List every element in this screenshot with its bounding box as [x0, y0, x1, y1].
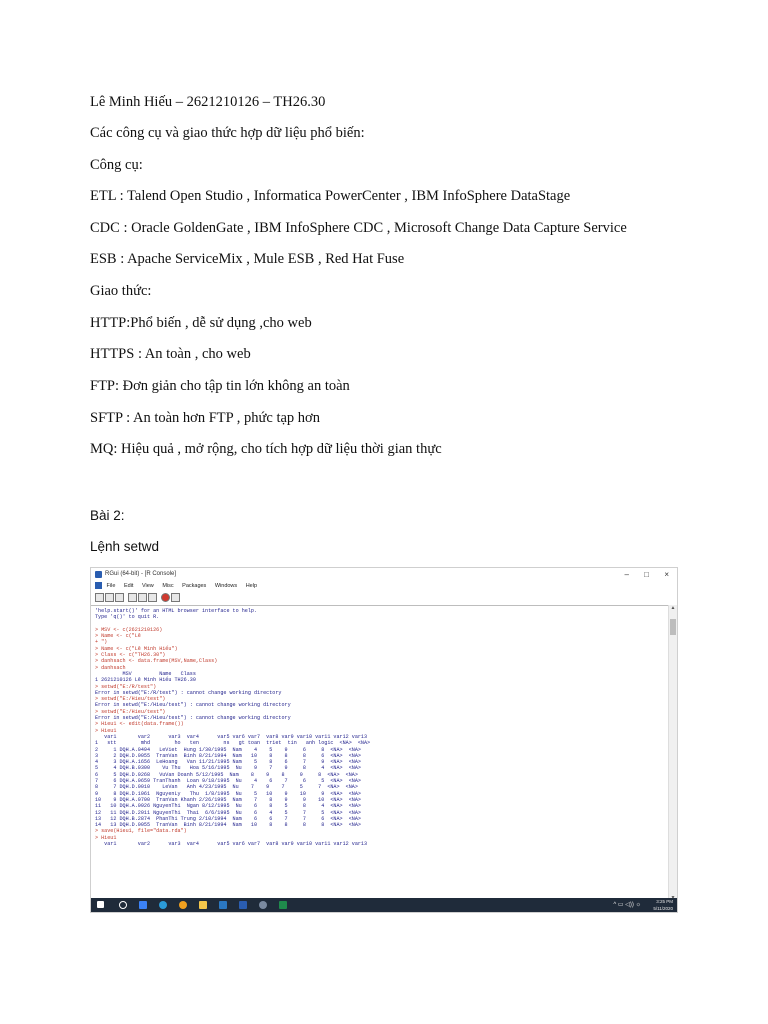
- heading-setwd: Lệnh setwd: [90, 539, 160, 554]
- maximize-button[interactable]: □: [644, 570, 649, 579]
- open-script-icon[interactable]: [95, 593, 104, 602]
- menu-misc[interactable]: Misc: [162, 583, 174, 589]
- console-line: + "): [95, 639, 108, 646]
- console-line: > Hieu1: [95, 727, 117, 734]
- console-line: > danhsach: [95, 664, 126, 671]
- vscode-icon[interactable]: [219, 901, 227, 909]
- clock-date: 5/11/2020: [653, 906, 673, 911]
- console-line: 4 3 DQH.A.1656 LeHoang Van 11/21/1995 Nam 5 8 6 7 9 <NA> <NA>: [95, 759, 361, 766]
- console-line: 7 6 DQH.A.0659 TranThanh Loan 9/18/1995 Nu 4 6 7 6 5 <NA> <NA>: [95, 778, 361, 785]
- menu-edit[interactable]: Edit: [123, 583, 134, 589]
- console-line: 12 11 DQH.D.2011 NguyenThi Thai 6/6/1995 Nu 6 4 5 7 5 <NA> <NA>: [95, 809, 361, 816]
- scroll-up-icon[interactable]: ▲: [670, 605, 676, 611]
- doc-line-6: ESB : Apache ServiceMix , Mule ESB , Red Hat Fuse: [90, 251, 405, 267]
- menu-help[interactable]: Help: [245, 583, 257, 589]
- load-workspace-icon[interactable]: [105, 593, 114, 602]
- console-line: 6 5 DQH.D.0268 VuVan Doanh 5/12/1995 Nam 8 9 8 9 8 <NA> <NA>: [95, 771, 358, 778]
- windows-taskbar: [91, 898, 677, 912]
- windows-start-icon[interactable]: [97, 901, 104, 908]
- console-line: 1 2621210126 Lê Minh Hiếu TH26.30: [95, 677, 196, 684]
- system-tray-icons[interactable]: ^ ▭ ◁)) ☼: [613, 902, 641, 908]
- stop-icon[interactable]: [161, 593, 170, 602]
- doc-line-4: ETL : Talend Open Studio , Informatica PowerCenter , IBM InfoSphere DataStage: [90, 188, 571, 204]
- console-line: Error in setwd("E:/Hieu/test") : cannot change working directory: [95, 715, 291, 722]
- rgui-menu-bar: [91, 581, 677, 592]
- save-workspace-icon[interactable]: [115, 593, 124, 602]
- excel-icon[interactable]: [279, 901, 287, 909]
- copy-icon[interactable]: [128, 593, 137, 602]
- doc-line-2: Các công cụ và giao thức hợp dữ liệu phổ biến:: [90, 125, 365, 141]
- close-button[interactable]: ×: [664, 570, 669, 579]
- console-line: Error in setwd("E:/Hieu/test") : cannot change working directory: [95, 702, 291, 709]
- doc-line-11: SFTP : An toàn hơn FTP , phức tạp hơn: [90, 410, 320, 426]
- console-scrollbar[interactable]: [668, 605, 677, 901]
- taskbar-clock[interactable]: [653, 898, 673, 912]
- console-line: var1 var2 var3 var4 var5 var6 var7 var8 var9 var10 var11 var12 var13: [95, 840, 368, 847]
- scrollbar-thumb[interactable]: [670, 619, 676, 635]
- console-line: > Hieu1 <- edit(data.frame()): [95, 721, 184, 728]
- rgui-title-bar: [91, 568, 677, 581]
- console-line: > save(Hieu1, file="data.rda"): [95, 828, 187, 835]
- rgui-screenshot: [90, 567, 678, 913]
- console-line: Type 'q()' to quit R.: [95, 614, 160, 621]
- console-line: > Hieu1: [95, 834, 117, 841]
- doc-line-5: CDC : Oracle GoldenGate , IBM InfoSphere CDC , Microsoft Change Data Capture Service: [90, 220, 627, 236]
- console-line: Error in setwd("E:/R/test") : cannot change working directory: [95, 689, 282, 696]
- chrome-icon[interactable]: [179, 901, 187, 909]
- minimize-button[interactable]: –: [624, 570, 629, 579]
- console-line: > Class <- c("TH26.30"): [95, 652, 166, 659]
- console-line: 1 stt mhd ho ten ns gt toan triet tin anh logic <NA> <NA>: [95, 740, 371, 747]
- console-line: MSV Name Class: [95, 670, 196, 677]
- search-icon[interactable]: [119, 901, 127, 909]
- task-view-icon[interactable]: [139, 901, 147, 909]
- heading-bai-2: Bài 2:: [90, 508, 125, 523]
- menu-windows[interactable]: Windows: [214, 583, 238, 589]
- r-logo-icon: [95, 571, 102, 578]
- menu-packages[interactable]: Packages: [182, 583, 207, 589]
- console-line: 3 2 DQH.D.0055 TranVan Binh 8/21/1994 Nam 10 8 8 8 6 <NA> <NA>: [95, 752, 361, 759]
- console-line: 'help.start()' for an HTML browser interface to help.: [95, 608, 258, 614]
- edge-browser-icon[interactable]: [159, 901, 167, 909]
- console-line: 2 1 DQH.A.0494 LeViet Hung 1/30/1995 Nam 4 5 9 6 8 <NA> <NA>: [95, 746, 361, 753]
- paste-icon[interactable]: [138, 593, 147, 602]
- console-line: 14 13 DQH.D.0055 TranVan Binh 8/21/1994 Nam 10 8 8 8 8 <NA> <NA>: [95, 822, 361, 829]
- console-line: > setwd("E:/R/test"): [95, 683, 157, 690]
- rgui-window-title: RGui (64-bit) - [R Console]: [105, 571, 177, 577]
- console-line: > Name <- c("Lê Minh Hiếu"): [95, 645, 178, 652]
- doc-line-3: Công cụ:: [90, 157, 143, 173]
- clock-time: 3:25 PM: [656, 899, 673, 904]
- console-line: 11 10 DQH.A.0926 NguyenThi Ngan 8/12/1995 Nu 6 8 5 8 4 <NA> <NA>: [95, 803, 361, 810]
- word-icon[interactable]: [239, 901, 247, 909]
- console-line: > MSV <- c(2621210126): [95, 626, 163, 633]
- console-line: > setwd("E:/Hieu/test"): [95, 696, 166, 703]
- doc-line-12: MQ: Hiệu quả , mở rộng, cho tích hợp dữ liệu thời gian thực: [90, 441, 442, 457]
- menu-view[interactable]: View: [141, 583, 154, 589]
- console-line: > danhsach <- data.frame(MSV,Name,Class): [95, 658, 218, 665]
- console-output: [91, 606, 671, 849]
- console-line: var1 var2 var3 var4 var5 var6 var7 var8 var9 var10 var11 var12 var13: [95, 733, 368, 740]
- print-icon[interactable]: [171, 593, 180, 602]
- file-explorer-icon[interactable]: [199, 901, 207, 909]
- rgui-taskbar-icon[interactable]: [259, 901, 267, 909]
- menu-file[interactable]: File: [106, 583, 116, 589]
- r-console[interactable]: [91, 605, 671, 902]
- r-console-icon: [95, 582, 102, 589]
- console-line: 8 7 DQH.D.0010 LeVan Anh 4/23/1995 Nu 7 9 7 5 7 <NA> <NA>: [95, 784, 358, 791]
- copy-paste-icon[interactable]: [148, 593, 157, 602]
- doc-line-8: HTTP:Phổ biến , dễ sử dụng ,cho web: [90, 315, 312, 331]
- console-line: 13 12 DQH.B.2874 PhanThi Trung 2/10/1994 Nam 6 6 7 7 6 <NA> <NA>: [95, 815, 361, 822]
- console-line: > setwd("E:/Hieu/test"): [95, 708, 166, 715]
- console-line: 10 9 DQH.A.0700 TranVan Khanh 2/26/1995 Nam 7 8 9 9 10 <NA> <NA>: [95, 796, 361, 803]
- doc-line-7: Giao thức:: [90, 283, 152, 299]
- doc-line-10: FTP: Đơn giản cho tập tin lớn không an toàn: [90, 378, 350, 394]
- console-line: 5 4 DQH.B.0300 Vu Thu Hoa 5/16/1995 Nu 9 7 9 8 4 <NA> <NA>: [95, 765, 361, 772]
- console-line: > Name <- c("Lê: [95, 633, 141, 640]
- console-line: 9 8 DQH.D.1061 NguyenLy Thu 1/8/1995 Nu 5 10 9 10 9 <NA> <NA>: [95, 790, 361, 797]
- doc-line-1: Lê Minh Hiếu – 2621210126 – TH26.30: [90, 94, 326, 110]
- doc-line-9: HTTPS : An toàn , cho web: [90, 346, 251, 362]
